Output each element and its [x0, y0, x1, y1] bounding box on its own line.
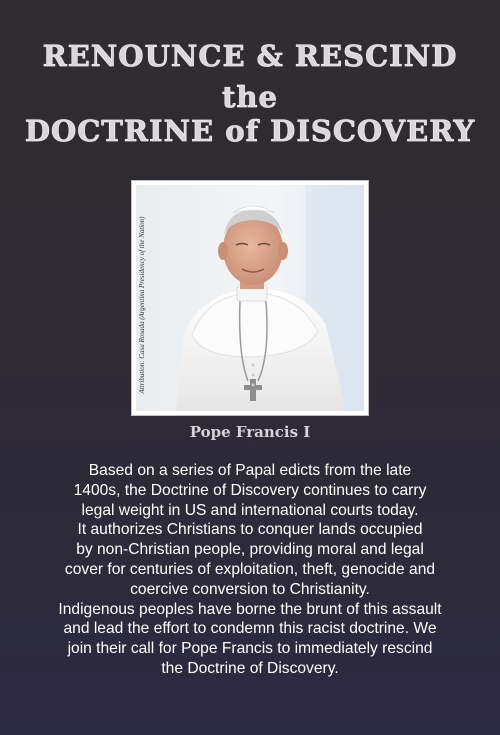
title-line-1: RENOUNCE & RESCIND [42, 39, 458, 73]
body-line: join their call for Pope Francis to immediately rescind [67, 640, 433, 658]
body-line: and lead the effort to condemn this racist doctrine. We [63, 620, 437, 638]
body-line: the Doctrine of Discovery. [161, 659, 339, 677]
body-text [20, 461, 480, 679]
body-line: cover for centuries of exploitation, theft, genocide and [64, 560, 436, 578]
body-line: coercive conversion to Christianity. [130, 580, 370, 598]
body-line: It authorizes Christians to conquer lands occupied [77, 521, 423, 539]
photo-attribution-text: Attribution: Casa Rosada (Argentina Presidency of the Nation) [138, 216, 146, 394]
title-line-3: DOCTRINE of DISCOVERY [24, 114, 476, 148]
body-line: Based on a series of Papal edicts from the late [88, 462, 412, 479]
photo-attribution [134, 205, 150, 405]
body-line: 1400s, the Doctrine of Discovery continues to carry [73, 481, 427, 499]
body-line: by non-Christian people, providing moral and legal [76, 541, 424, 559]
pope-photo [132, 181, 368, 415]
photo-caption: Pope Francis I [189, 423, 311, 441]
body-line: Indigenous peoples have borne the brunt of this assault [58, 600, 442, 618]
title-line-2: the [222, 80, 278, 114]
body-line: legal weight in US and international courts today. [81, 501, 419, 519]
pope-portrait-illustration [136, 185, 364, 411]
